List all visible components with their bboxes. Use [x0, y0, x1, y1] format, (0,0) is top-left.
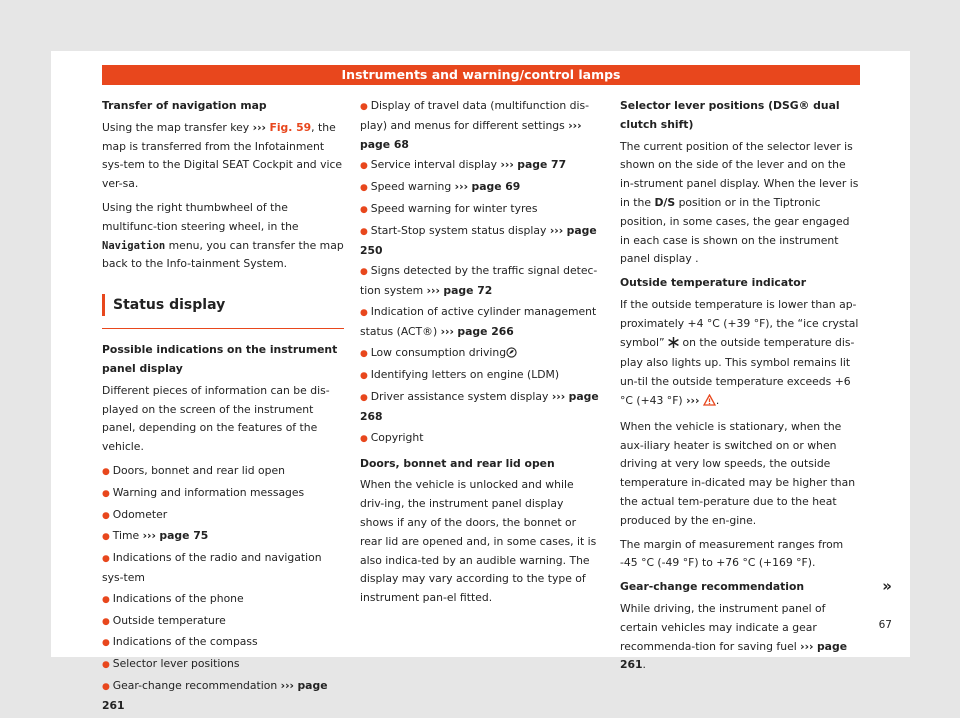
- bullet-icon: ●: [102, 681, 113, 692]
- warning-triangle-icon: [703, 394, 716, 413]
- text: menu, you can transfer the map back to the Info-tainment System.: [102, 238, 344, 271]
- column-3: [620, 97, 860, 680]
- list-item: [360, 366, 600, 386]
- bullet-icon: ●: [360, 204, 371, 215]
- bullet-icon: ●: [102, 660, 113, 671]
- paragraph-aux-heater: When the vehicle is stationary, when the aux-iliary heater is switched on or when driving at very low speeds, the outside temperature in-dicated may be higher than the actual tem-perature due to the heat produced by the en-gine.: [620, 419, 856, 527]
- list-item: [102, 527, 344, 547]
- text: , the map is transferred from the Infotainment sys-tem to the Digital SEAT Cockpit and vice ver-sa.: [102, 120, 343, 191]
- xref-arrow: ›››: [568, 118, 582, 132]
- list-item: [360, 200, 600, 220]
- page-reference[interactable]: page 68: [360, 137, 409, 151]
- list-item: [102, 590, 344, 610]
- list-item: [102, 612, 344, 632]
- list-item-text: Speed warning for winter tyres: [370, 201, 538, 215]
- list-item-text: Indications of the phone: [112, 591, 244, 605]
- heading-transfer-map: Transfer of navigation map: [102, 99, 267, 112]
- paragraph-intro: Different pieces of information can be dis-played on the screen of the instrument panel, depending on the features of the vehicle.: [102, 383, 330, 454]
- figure-link[interactable]: Fig. 59: [269, 120, 312, 134]
- list-item: [102, 506, 344, 526]
- list-item-text: Identifying letters on engine (LDM): [370, 368, 560, 382]
- page-reference[interactable]: page 250: [360, 223, 597, 257]
- page-reference[interactable]: page 77: [517, 158, 567, 172]
- list-item: [102, 655, 344, 675]
- list-item-text: Warning and information messages: [112, 485, 305, 499]
- bullet-icon: ●: [102, 488, 113, 499]
- continued-mark: »: [882, 577, 892, 595]
- section-divider: [102, 328, 344, 329]
- heading-possible-indications: Possible indications on the instrument panel display: [102, 343, 338, 375]
- text: If the outside temperature is lower than ap-proximately +4 °C (+39 °F), the “ice crystal symbol”: [620, 297, 859, 349]
- page-reference[interactable]: page 69: [471, 180, 521, 194]
- list-item-text: Doors, bonnet and rear lid open: [112, 463, 285, 477]
- bullet-icon: ●: [360, 307, 371, 318]
- xref-arrow: ›››: [454, 180, 469, 194]
- column-1: [102, 97, 344, 718]
- paragraph-outside-temp: If the outside temperature is lower than ap-proximately +4 °C (+39 °F), the “ice crystal symbol” on the outside temperature dis-play also lights up. This symbol remains lit un-til the outside temperature exceeds +6 °C (+43 °F) ››› .: [620, 296, 860, 413]
- list-item-text: Odometer: [112, 507, 168, 521]
- ice-crystal-icon: [668, 336, 679, 355]
- xref-arrow: ›››: [551, 390, 566, 404]
- page-reference[interactable]: page 261: [102, 678, 328, 712]
- list-item: [102, 633, 344, 653]
- list-item: [360, 429, 600, 449]
- list-item: [360, 344, 600, 365]
- menu-name: Navigation: [102, 239, 166, 252]
- xref-arrow: ›››: [142, 529, 156, 543]
- page-reference[interactable]: page 266: [457, 324, 514, 338]
- page-number: 67: [878, 619, 892, 631]
- list-item-text: Indications of the compass: [112, 635, 258, 649]
- bullet-icon: ●: [360, 226, 371, 237]
- column-2: [360, 97, 600, 613]
- bullet-icon: ●: [360, 371, 371, 382]
- heading-selector-lever: Selector lever positions (DSG® dual clutch shift): [620, 99, 840, 131]
- list-item: [360, 388, 600, 427]
- indications-list-continued: [360, 97, 600, 449]
- list-item: [360, 303, 600, 342]
- xref-arrow: ›››: [549, 223, 564, 237]
- list-item: [102, 549, 344, 588]
- heading-doors-open: Doors, bonnet and rear lid open: [360, 456, 555, 470]
- lever-position-label: D/S: [654, 195, 676, 209]
- text: position or in the Tiptronic position, in some cases, the gear engaged in each case is shown on the instrument panel display .: [620, 195, 850, 266]
- list-item-text: Service interval display: [370, 158, 497, 172]
- page-reference[interactable]: page 261: [620, 639, 848, 672]
- paragraph-doors-open: When the vehicle is unlocked and while driv-ing, the instrument panel display shows if any of the doors, the bonnet or rear lid are opened and, in some cases, it is also indica-ted by an audible warning. The display may vary according to the type of instrument pan-el fitted.: [360, 478, 597, 605]
- xref-arrow: ›››: [686, 393, 700, 407]
- indications-list: [102, 462, 344, 716]
- manual-page: [51, 51, 910, 712]
- text: The current position of the selector lever is shown on the side of the lever and on the in-strument panel display. When the lever is in the: [620, 139, 859, 209]
- list-item-text: Low consumption driving: [370, 345, 507, 359]
- heading-outside-temp: Outside temperature indicator: [620, 276, 807, 290]
- list-item: [360, 156, 600, 176]
- list-item: [360, 178, 600, 198]
- list-item: [102, 484, 344, 504]
- list-item-text: Gear-change recommendation: [112, 678, 278, 692]
- paragraph-selector-lever: [620, 138, 860, 270]
- page-reference[interactable]: page 72: [443, 284, 493, 298]
- text: Using the map transfer key: [102, 120, 250, 134]
- bullet-icon: ●: [102, 594, 113, 605]
- xref-arrow: ›››: [252, 120, 266, 134]
- list-item-text: Signs detected by the traffic signal detec-tion system: [360, 264, 598, 298]
- list-item: [360, 222, 600, 261]
- list-item-text: Outside temperature: [112, 613, 226, 627]
- bullet-icon: ●: [102, 510, 113, 521]
- bullet-icon: ●: [360, 161, 371, 172]
- bullet-icon: ●: [360, 433, 371, 444]
- xref-arrow: ›››: [426, 284, 440, 298]
- list-item-text: Driver assistance system display: [370, 390, 549, 404]
- bullet-icon: ●: [360, 102, 371, 112]
- page-reference[interactable]: page 268: [360, 390, 599, 423]
- list-item-text: Selector lever positions: [112, 657, 240, 671]
- bullet-icon: ●: [360, 393, 371, 404]
- eco-driving-icon: [506, 346, 517, 365]
- text: While driving, the instrument panel of certain vehicles may indicate a gear recommenda-tion for saving fuel: [620, 601, 826, 653]
- list-item-text: Speed warning: [370, 180, 452, 194]
- section-title-status-display: Status display: [102, 294, 344, 316]
- list-item: [360, 262, 600, 301]
- paragraph-measurement-range: The margin of measurement ranges from -45 °C (-49 °F) to +76 °C (+169 °F).: [620, 537, 844, 570]
- text: Using the right thumbwheel of the multifunc-tion steering wheel, in the: [102, 200, 299, 233]
- bullet-icon: ●: [360, 348, 371, 359]
- bullet-icon: ●: [102, 638, 113, 649]
- xref-arrow: ›››: [440, 324, 454, 338]
- page-reference[interactable]: page 75: [159, 529, 209, 543]
- heading-gear-change: Gear-change recommendation: [620, 580, 805, 594]
- list-item-text: Indications of the radio and navigation sys-tem: [102, 551, 322, 584]
- xref-arrow: ›››: [800, 639, 814, 653]
- list-item-text: Start-Stop system status display: [370, 223, 547, 237]
- xref-arrow: ›››: [500, 158, 514, 172]
- list-item-text: Copyright: [370, 430, 424, 444]
- paragraph-thumbwheel: [102, 199, 344, 274]
- list-item-text: Display of travel data (multifunction dis-play) and menus for different settings: [360, 99, 590, 132]
- bullet-icon: ●: [102, 532, 113, 543]
- bullet-icon: ●: [360, 267, 371, 278]
- list-item: [102, 677, 344, 716]
- list-item: [360, 97, 600, 154]
- list-item-text: Time: [112, 529, 140, 543]
- paragraph-gear-change: While driving, the instrument panel of certain vehicles may indicate a gear recommenda-tion for saving fuel ››› page 261.: [620, 601, 848, 672]
- text: on the outside temperature dis-play also lights up. This symbol remains lit un-til the outside temperature exceeds +6 °C (+43 °F): [620, 335, 855, 407]
- list-item-text: Indication of active cylinder management status (ACT®): [360, 304, 597, 338]
- bullet-icon: ●: [102, 616, 113, 627]
- bullet-icon: ●: [102, 554, 113, 565]
- xref-arrow: ›››: [280, 678, 295, 692]
- paragraph-transfer-map: [102, 119, 344, 194]
- list-item: [102, 462, 344, 482]
- bullet-icon: ●: [360, 183, 371, 194]
- bullet-icon: ●: [102, 466, 113, 477]
- chapter-header: Instruments and warning/control lamps: [102, 65, 860, 85]
